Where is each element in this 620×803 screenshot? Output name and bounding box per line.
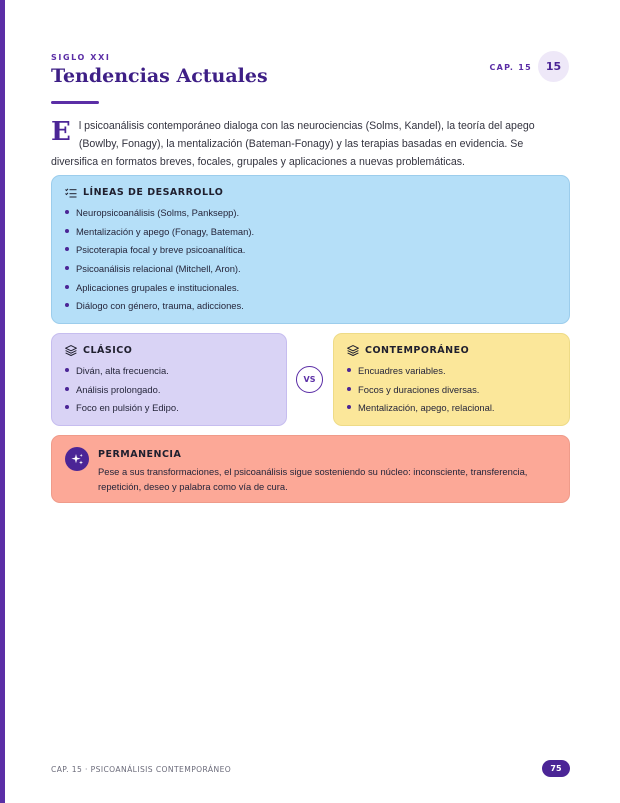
- list-item: Diván, alta frecuencia.: [65, 364, 179, 383]
- clasico-card: [51, 333, 287, 426]
- permanencia-text: Pese a sus transformaciones, el psicoanálisis sigue sosteniendo su núcleo: inconsciente, transferencia, repetición, deseo y palabra como vía de cura.: [98, 466, 528, 492]
- list-item: Mentalización y apego (Fonagy, Bateman).: [65, 225, 254, 244]
- chapter-label: CAP. 15: [489, 63, 532, 72]
- title-underline: [51, 101, 99, 104]
- list-item: Encuadres variables.: [347, 364, 495, 383]
- list-item: Foco en pulsión y Edipo.: [65, 401, 179, 420]
- list-item: Análisis prolongado.: [65, 383, 179, 402]
- development-lines-title: LÍNEAS DE DESARROLLO: [83, 187, 224, 198]
- clasico-header: [65, 345, 132, 356]
- section-kicker: SIGLO XXI: [51, 53, 111, 62]
- list-item: Focos y duraciones diversas.: [347, 383, 495, 402]
- layers-icon: [65, 345, 77, 356]
- development-lines-header: [65, 187, 223, 198]
- drop-cap: E: [51, 117, 71, 147]
- side-accent-bar: [0, 0, 5, 803]
- contemporaneo-title: CONTEMPORÁNEO: [365, 345, 470, 356]
- list-item: Neuropsicoanálisis (Solms, Panksepp).: [65, 206, 254, 225]
- list-item: Diálogo con género, trauma, adicciones.: [65, 299, 254, 318]
- chapter-number-badge: 15: [538, 51, 569, 82]
- footer-chapter-text: CAP. 15 · PSICOANÁLISIS CONTEMPORÁNEO: [51, 765, 232, 774]
- list-item: Mentalización, apego, relacional.: [347, 401, 495, 420]
- permanencia-title: PERMANENCIA: [98, 449, 182, 460]
- layers-icon: [347, 345, 359, 356]
- intro-paragraph: [51, 117, 570, 171]
- clasico-title: CLÁSICO: [83, 345, 133, 356]
- intro-text: l psicoanálisis contemporáneo dialoga con las neurociencias (Solms, Kandel), la teoría del apego (Bowlby, Fonagy), la mentalización (Bateman-Fonagy) y las terapias basadas en evidencia. Se diversifica en formatos breves, focales, grupales y aplicaciones a nuevas problemáticas.: [51, 120, 535, 168]
- contemporaneo-card: [333, 333, 570, 426]
- vs-badge: VS: [296, 366, 323, 393]
- development-lines-card: [51, 175, 570, 324]
- sparkles-icon: [65, 447, 89, 471]
- list-item: Psicoanálisis relacional (Mitchell, Aron).: [65, 262, 254, 281]
- page-title: Tendencias Actuales: [51, 65, 268, 87]
- development-lines-list: [65, 206, 254, 318]
- list-check-icon: [65, 188, 77, 198]
- page-number-badge: 75: [542, 760, 570, 777]
- permanencia-card: [51, 435, 570, 503]
- contemporaneo-header: [347, 345, 469, 356]
- contemporaneo-list: [347, 364, 495, 420]
- list-item: Aplicaciones grupales e institucionales.: [65, 281, 254, 300]
- clasico-list: [65, 364, 179, 420]
- list-item: Psicoterapia focal y breve psicoanalítica.: [65, 243, 254, 262]
